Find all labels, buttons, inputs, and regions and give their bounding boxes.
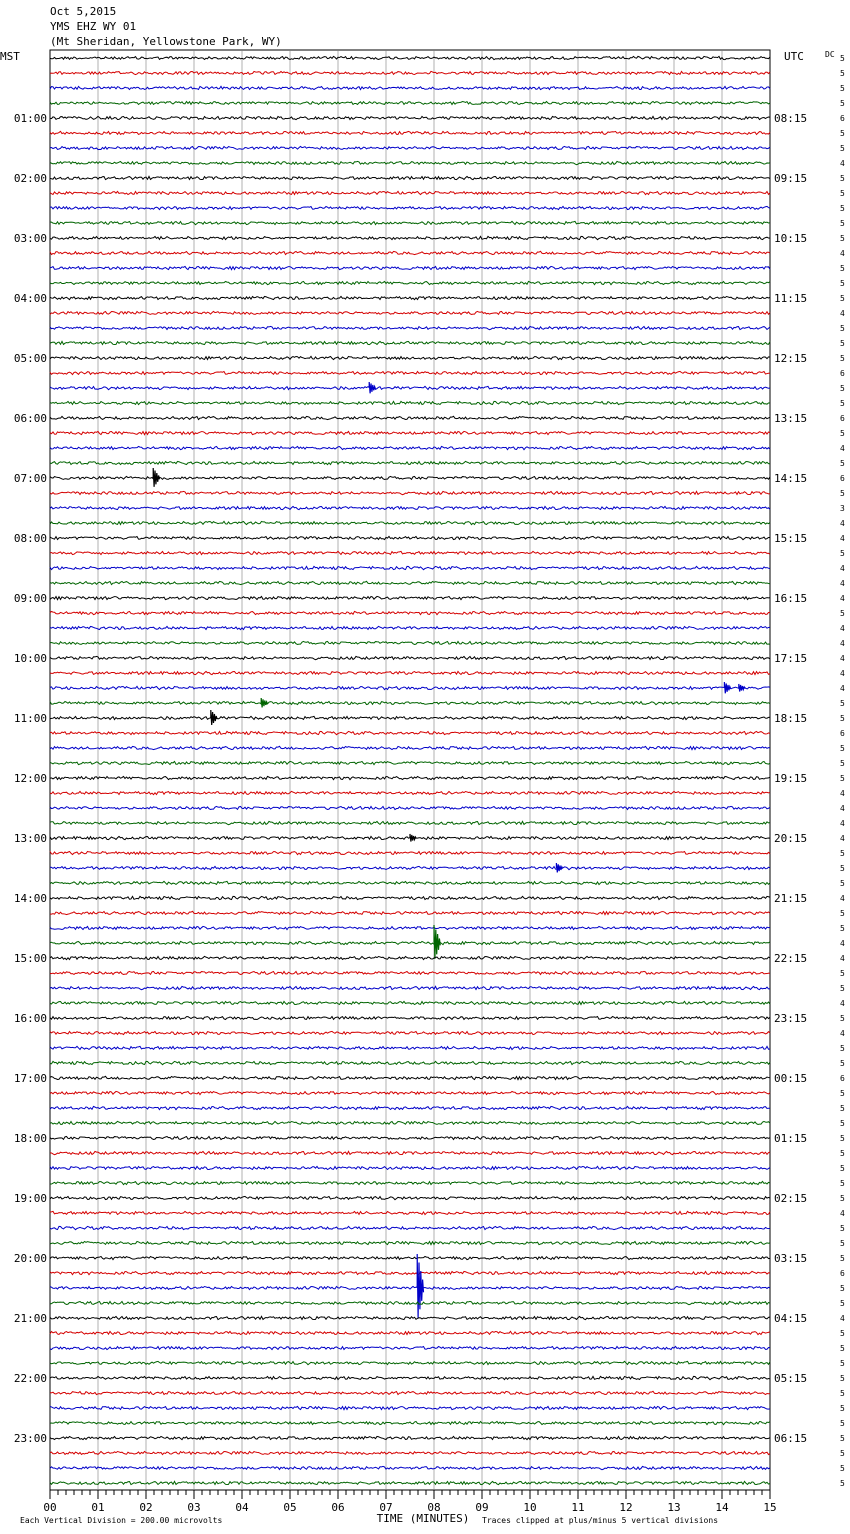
trace-line [50, 881, 770, 884]
trace-line [50, 701, 770, 704]
x-tick-label: 08 [427, 1501, 441, 1514]
dc-offset-value: 4 [840, 939, 845, 948]
trace-line [50, 1166, 770, 1169]
right-hour-label: 02:15 [774, 1192, 808, 1205]
x-axis-title: TIME (MINUTES) [376, 1512, 470, 1525]
seismic-event [211, 710, 217, 725]
dc-offset-value: 5 [840, 84, 845, 93]
trace-line [50, 1436, 770, 1439]
dc-offset-value: 4 [840, 834, 845, 843]
trace-line [50, 176, 770, 179]
trace-line [50, 86, 770, 89]
trace-line [50, 521, 770, 524]
left-hour-label: 02:00 [13, 172, 47, 185]
trace-line [50, 1136, 770, 1139]
left-timezone-label: MST [0, 50, 20, 63]
trace-line [50, 986, 770, 989]
seismic-event [417, 1254, 423, 1318]
trace-line [50, 1061, 770, 1064]
trace-line [50, 641, 770, 644]
dc-offset-value: 5 [840, 759, 845, 768]
trace-line [50, 1376, 770, 1379]
dc-offset-value: 4 [840, 894, 845, 903]
left-hour-label: 01:00 [13, 112, 47, 125]
trace-line [50, 1421, 770, 1424]
dc-offset-value: 5 [840, 1239, 845, 1248]
left-hour-label: 08:00 [13, 532, 47, 545]
dc-offset-value: 5 [840, 1404, 845, 1413]
dc-offset-value: 4 [840, 519, 845, 528]
trace-line [50, 371, 770, 374]
dc-offset-value: 5 [840, 324, 845, 333]
x-tick-label: 03 [187, 1501, 201, 1514]
right-hour-label: 14:15 [774, 472, 808, 485]
x-tick-label: 14 [715, 1501, 729, 1514]
dc-offset-value: 5 [840, 1299, 845, 1308]
dc-offset-value: 4 [840, 954, 845, 963]
dc-offset-value: 5 [840, 1119, 845, 1128]
trace-line [50, 386, 770, 389]
x-tick-label: 07 [379, 1501, 393, 1514]
trace-line [50, 731, 770, 734]
dc-offset-value: 5 [840, 354, 845, 363]
dc-offset-value: 5 [840, 714, 845, 723]
trace-line [50, 281, 770, 284]
trace-line [50, 1046, 770, 1049]
left-hour-label: 06:00 [13, 412, 47, 425]
dc-offset-value: 5 [840, 264, 845, 273]
dc-offset-value: 5 [840, 1284, 845, 1293]
trace-line [50, 1241, 770, 1244]
dc-offset-value: 5 [840, 189, 845, 198]
trace-line [50, 1331, 770, 1334]
x-tick-label: 02 [139, 1501, 153, 1514]
dc-offset-value: 4 [840, 1029, 845, 1038]
trace-line [50, 146, 770, 149]
left-hour-label: 03:00 [13, 232, 47, 245]
left-hour-label: 23:00 [13, 1432, 47, 1445]
right-hour-label: 19:15 [774, 772, 808, 785]
trace-line [50, 821, 770, 824]
dc-offset-value: 5 [840, 234, 845, 243]
dc-offset-value: 5 [840, 969, 845, 978]
trace-line [50, 1226, 770, 1229]
dc-offset-value: 5 [840, 744, 845, 753]
right-hour-label: 17:15 [774, 652, 808, 665]
record-date: Oct 5,2015 [50, 5, 117, 18]
dc-offset-value: 5 [840, 699, 845, 708]
dc-offset-value: 5 [840, 1344, 845, 1353]
trace-line [50, 1286, 770, 1289]
right-hour-label: 01:15 [774, 1132, 808, 1145]
trace-line [50, 671, 770, 674]
dc-offset-value: 5 [840, 1104, 845, 1113]
trace-line [50, 356, 770, 359]
dc-column-label: DC [825, 50, 835, 59]
seismic-event [261, 698, 267, 707]
dc-offset-value: 5 [840, 1479, 845, 1488]
x-tick-label: 06 [331, 1501, 345, 1514]
trace-line [50, 1256, 770, 1259]
right-hour-label: 11:15 [774, 292, 808, 305]
x-tick-label: 09 [475, 1501, 489, 1514]
dc-offset-value: 5 [840, 429, 845, 438]
trace-line [50, 56, 770, 59]
trace-line [50, 851, 770, 854]
trace-line [50, 911, 770, 914]
dc-offset-value: 5 [840, 1179, 845, 1188]
left-hour-label: 22:00 [13, 1372, 47, 1385]
right-hour-label: 03:15 [774, 1252, 808, 1265]
dc-offset-value: 6 [840, 1269, 845, 1278]
dc-offset-value: 5 [840, 1164, 845, 1173]
dc-offset-value: 5 [840, 1359, 845, 1368]
trace-line [50, 1391, 770, 1394]
trace-line [50, 626, 770, 629]
dc-offset-value: 5 [840, 1389, 845, 1398]
dc-offset-value: 4 [840, 534, 845, 543]
trace-line [50, 1196, 770, 1199]
dc-offset-value: 6 [840, 729, 845, 738]
dc-offset-value: 6 [840, 369, 845, 378]
trace-line [50, 1406, 770, 1409]
dc-offset-value: 5 [840, 489, 845, 498]
dc-offset-value: 4 [840, 249, 845, 258]
trace-line [50, 1316, 770, 1319]
right-hour-label: 09:15 [774, 172, 808, 185]
dc-offset-value: 4 [840, 999, 845, 1008]
dc-offset-value: 4 [840, 804, 845, 813]
trace-line [50, 1001, 770, 1004]
trace-line [50, 596, 770, 599]
dc-offset-value: 4 [840, 564, 845, 573]
dc-offset-value: 5 [840, 849, 845, 858]
dc-offset-value: 4 [840, 789, 845, 798]
left-hour-label: 18:00 [13, 1132, 47, 1145]
trace-line [50, 416, 770, 419]
trace-line [50, 1451, 770, 1454]
left-hour-label: 21:00 [13, 1312, 47, 1325]
dc-offset-value: 6 [840, 1074, 845, 1083]
trace-line [50, 1301, 770, 1304]
trace-line [50, 581, 770, 584]
left-hour-label: 04:00 [13, 292, 47, 305]
right-hour-label: 10:15 [774, 232, 808, 245]
dc-offset-value: 5 [840, 279, 845, 288]
dc-offset-value: 5 [840, 1434, 845, 1443]
dc-offset-value: 4 [840, 639, 845, 648]
trace-line [50, 401, 770, 404]
seismic-event [724, 682, 730, 693]
dc-offset-value: 4 [840, 594, 845, 603]
trace-line [50, 536, 770, 539]
station-location: (Mt Sheridan, Yellowstone Park, WY) [50, 35, 282, 48]
dc-offset-value: 5 [840, 1464, 845, 1473]
trace-line [50, 71, 770, 74]
trace-line [50, 116, 770, 119]
trace-line [50, 101, 770, 104]
left-hour-label: 12:00 [13, 772, 47, 785]
trace-line [50, 251, 770, 254]
right-hour-label: 21:15 [774, 892, 808, 905]
dc-offset-value: 5 [840, 1014, 845, 1023]
dc-offset-value: 3 [840, 504, 845, 513]
dc-offset-value: 5 [840, 909, 845, 918]
clipping-note: Traces clipped at plus/minus 5 vertical divisions [482, 1516, 719, 1525]
x-tick-label: 00 [43, 1501, 57, 1514]
dc-offset-value: 5 [840, 294, 845, 303]
dc-offset-value: 5 [840, 339, 845, 348]
trace-line [50, 491, 770, 494]
trace-line [50, 1346, 770, 1349]
dc-offset-value: 5 [840, 1419, 845, 1428]
dc-offset-value: 6 [840, 114, 845, 123]
trace-line [50, 656, 770, 659]
trace-line [50, 1271, 770, 1274]
trace-line [50, 1106, 770, 1109]
trace-line [50, 1031, 770, 1034]
dc-offset-value: 5 [840, 984, 845, 993]
trace-line [50, 896, 770, 899]
x-tick-label: 15 [763, 1501, 777, 1514]
trace-line [50, 131, 770, 134]
trace-line [50, 221, 770, 224]
dc-offset-value: 5 [840, 1089, 845, 1098]
dc-offset-value: 5 [840, 609, 845, 618]
dc-offset-value: 5 [840, 924, 845, 933]
left-hour-label: 14:00 [13, 892, 47, 905]
seismic-event [434, 925, 440, 959]
right-hour-label: 15:15 [774, 532, 808, 545]
dc-offset-value: 5 [840, 1194, 845, 1203]
trace-line [50, 1151, 770, 1154]
right-hour-label: 13:15 [774, 412, 808, 425]
trace-line [50, 1466, 770, 1469]
trace-line [50, 1361, 770, 1364]
dc-offset-value: 4 [840, 819, 845, 828]
trace-line [50, 446, 770, 449]
trace-line [50, 716, 770, 719]
dc-offset-value: 5 [840, 774, 845, 783]
dc-offset-value: 5 [840, 129, 845, 138]
dc-offset-value: 5 [840, 459, 845, 468]
trace-line [50, 551, 770, 554]
dc-offset-value: 5 [840, 204, 845, 213]
trace-line [50, 1121, 770, 1124]
trace-line [50, 326, 770, 329]
x-tick-label: 05 [283, 1501, 297, 1514]
trace-line [50, 746, 770, 749]
left-hour-label: 05:00 [13, 352, 47, 365]
right-hour-label: 16:15 [774, 592, 808, 605]
x-tick-label: 01 [91, 1501, 105, 1514]
seismic-event [739, 684, 745, 692]
dc-offset-value: 5 [840, 69, 845, 78]
dc-offset-value: 5 [840, 1044, 845, 1053]
right-hour-label: 08:15 [774, 112, 808, 125]
station-code: YMS EHZ WY 01 [50, 20, 137, 33]
seismic-event [369, 382, 375, 393]
trace-line [50, 206, 770, 209]
dc-offset-value: 5 [840, 1224, 845, 1233]
dc-offset-value: 4 [840, 159, 845, 168]
dc-offset-value: 5 [840, 879, 845, 888]
left-hour-label: 19:00 [13, 1192, 47, 1205]
left-hour-label: 15:00 [13, 952, 47, 965]
dc-offset-value: 5 [840, 99, 845, 108]
left-hour-label: 09:00 [13, 592, 47, 605]
dc-offset-value: 5 [840, 144, 845, 153]
trace-line [50, 191, 770, 194]
dc-offset-value: 4 [840, 444, 845, 453]
dc-offset-value: 4 [840, 684, 845, 693]
x-tick-label: 10 [523, 1501, 537, 1514]
dc-offset-value: 4 [840, 579, 845, 588]
dc-offset-value: 4 [840, 1209, 845, 1218]
dc-offset-value: 5 [840, 399, 845, 408]
trace-line [50, 431, 770, 434]
trace-line [50, 1211, 770, 1214]
trace-line [50, 461, 770, 464]
dc-offset-value: 5 [840, 174, 845, 183]
seismic-event [153, 468, 159, 487]
right-hour-label: 05:15 [774, 1372, 808, 1385]
left-hour-label: 16:00 [13, 1012, 47, 1025]
trace-line [50, 956, 770, 959]
dc-offset-value: 4 [840, 669, 845, 678]
left-hour-label: 20:00 [13, 1252, 47, 1265]
dc-offset-value: 5 [840, 1149, 845, 1158]
right-hour-label: 20:15 [774, 832, 808, 845]
right-timezone-label: UTC [784, 50, 804, 63]
trace-line [50, 926, 770, 929]
x-tick-label: 11 [571, 1501, 585, 1514]
left-hour-label: 07:00 [13, 472, 47, 485]
trace-line [50, 506, 770, 509]
dc-offset-value: 5 [840, 864, 845, 873]
dc-offset-value: 4 [840, 1314, 845, 1323]
trace-line [50, 1076, 770, 1079]
trace-line [50, 266, 770, 269]
left-hour-label: 10:00 [13, 652, 47, 665]
left-hour-label: 11:00 [13, 712, 47, 725]
trace-line [50, 311, 770, 314]
dc-offset-value: 5 [840, 1449, 845, 1458]
dc-offset-value: 4 [840, 654, 845, 663]
trace-line [50, 1181, 770, 1184]
right-hour-label: 23:15 [774, 1012, 808, 1025]
trace-line [50, 686, 770, 689]
dc-offset-value: 4 [840, 624, 845, 633]
dc-offset-value: 5 [840, 1059, 845, 1068]
trace-line [50, 1016, 770, 1019]
trace-line [50, 161, 770, 164]
right-hour-label: 18:15 [774, 712, 808, 725]
dc-offset-value: 5 [840, 219, 845, 228]
right-hour-label: 00:15 [774, 1072, 808, 1085]
dc-offset-value: 6 [840, 474, 845, 483]
trace-line [50, 236, 770, 239]
right-hour-label: 22:15 [774, 952, 808, 965]
dc-offset-value: 5 [840, 1134, 845, 1143]
x-tick-label: 13 [667, 1501, 681, 1514]
trace-line [50, 611, 770, 614]
dc-offset-value: 6 [840, 414, 845, 423]
trace-line [50, 806, 770, 809]
seismic-event [556, 863, 562, 872]
dc-offset-value: 5 [840, 1254, 845, 1263]
trace-line [50, 791, 770, 794]
seismic-event [410, 834, 416, 842]
right-hour-label: 04:15 [774, 1312, 808, 1325]
trace-line [50, 566, 770, 569]
trace-line [50, 866, 770, 869]
left-hour-label: 17:00 [13, 1072, 47, 1085]
dc-offset-value: 5 [840, 384, 845, 393]
trace-line [50, 296, 770, 299]
trace-line [50, 1091, 770, 1094]
dc-offset-value: 5 [840, 549, 845, 558]
dc-offset-value: 4 [840, 309, 845, 318]
trace-line [50, 341, 770, 344]
x-tick-label: 12 [619, 1501, 633, 1514]
right-hour-label: 12:15 [774, 352, 808, 365]
trace-line [50, 971, 770, 974]
trace-line [50, 776, 770, 779]
trace-line [50, 941, 770, 944]
x-tick-label: 04 [235, 1501, 249, 1514]
trace-line [50, 761, 770, 764]
dc-offset-value: 5 [840, 1329, 845, 1338]
right-hour-label: 06:15 [774, 1432, 808, 1445]
dc-offset-value: 5 [840, 54, 845, 63]
left-hour-label: 13:00 [13, 832, 47, 845]
dc-offset-value: 5 [840, 1374, 845, 1383]
vertical-scale-note: Each Vertical Division = 200.00 microvolts [20, 1516, 223, 1525]
trace-line [50, 1481, 770, 1484]
